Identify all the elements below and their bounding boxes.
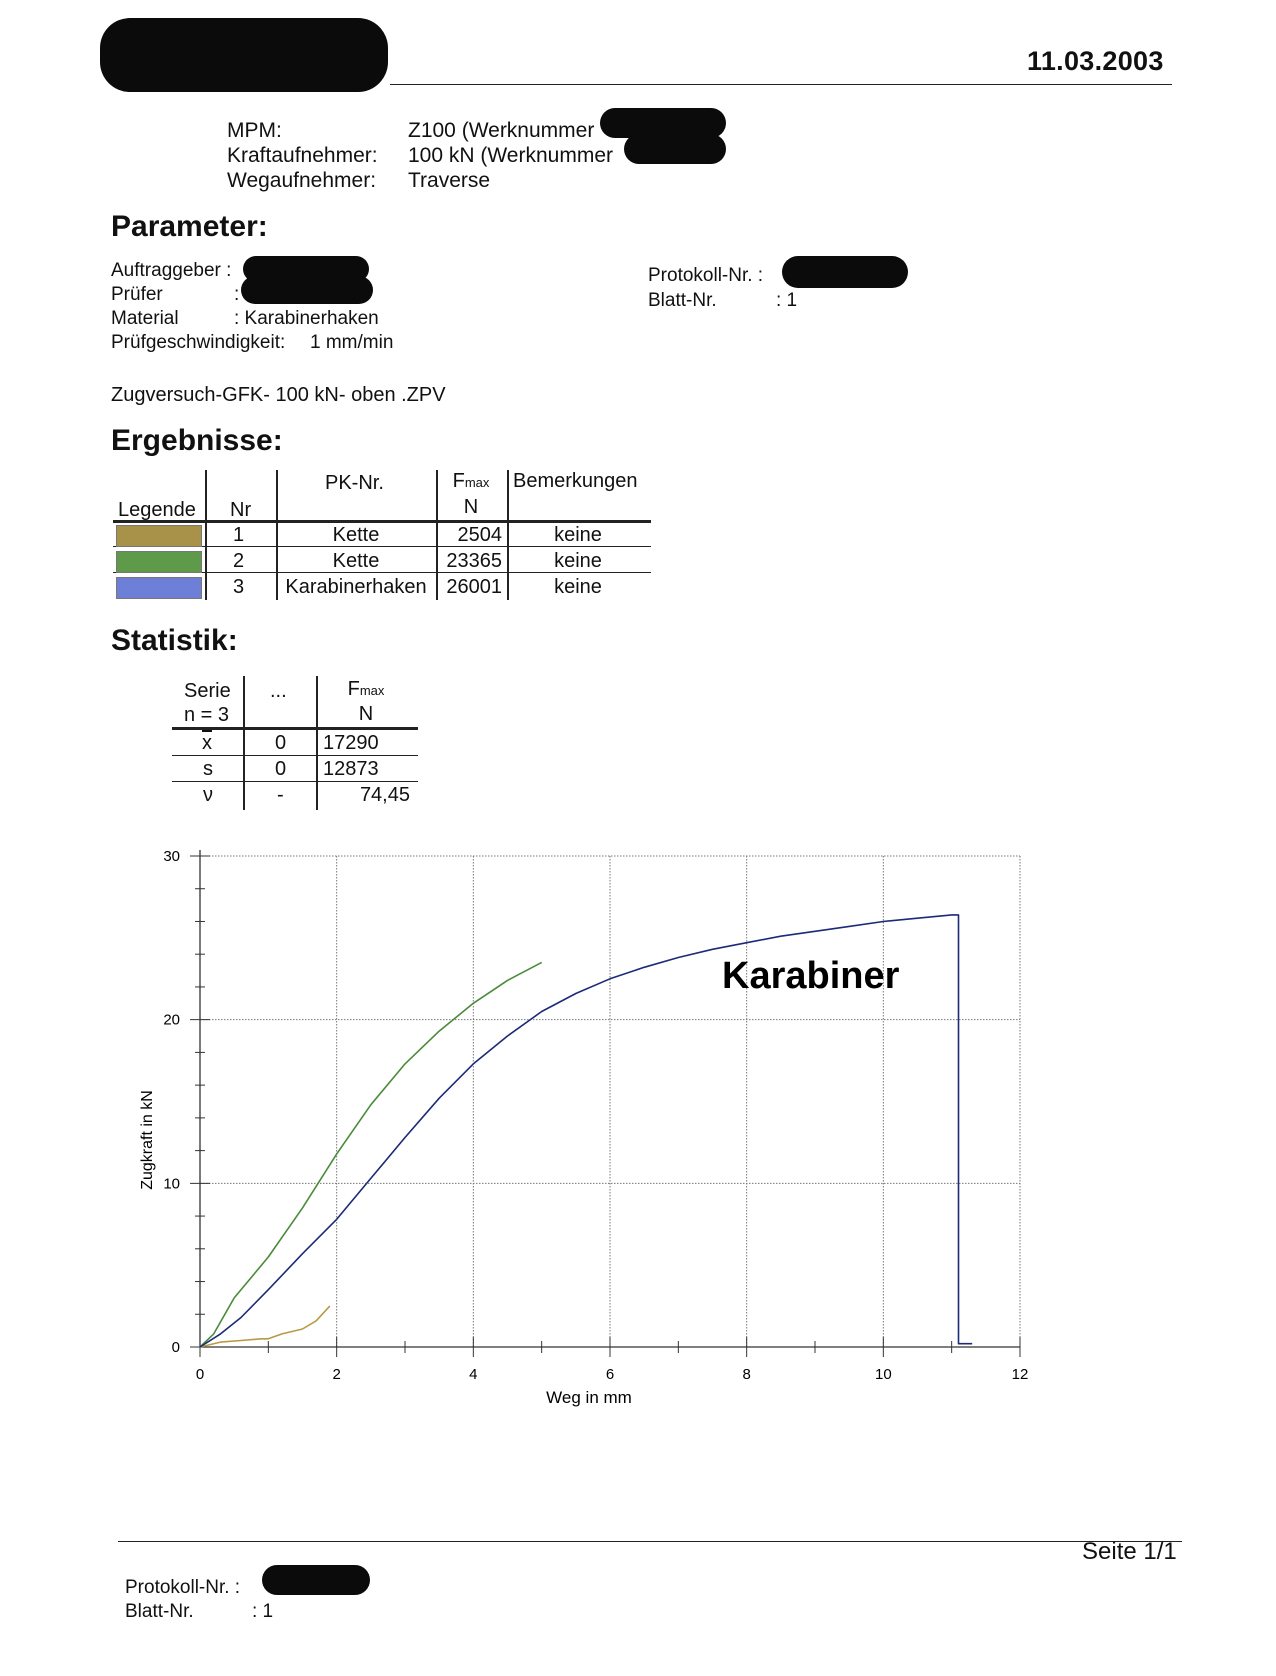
stats-row-cv-col2: - <box>277 784 284 806</box>
value-material: : Karabinerhaken <box>234 308 379 329</box>
results-vline-4 <box>507 470 509 600</box>
stats-row-cv-label: ν <box>203 784 213 806</box>
footer-redacted-protokoll-nr <box>262 1565 370 1595</box>
x-tick-label-10: 10 <box>874 1366 892 1383</box>
stats-header-serie: Serie <box>184 680 231 702</box>
results-header-fmax-symbol: F <box>452 470 465 492</box>
chart-x-axis-label: Weg in mm <box>546 1388 632 1407</box>
redacted-pruefer <box>241 276 373 304</box>
label-material: Material <box>111 308 179 329</box>
y-tick-label-20: 20 <box>163 1011 180 1029</box>
stats-vline-1 <box>243 676 245 810</box>
results-header-fmax-sub: max <box>464 475 490 490</box>
results-row-2-fmax: 23365 <box>446 550 502 572</box>
results-row-3-bem: keine <box>554 576 602 598</box>
legend-swatch-2 <box>116 551 202 573</box>
stats-row-sd-label: s <box>203 758 213 780</box>
device-labels <box>227 118 378 193</box>
x-tick-label-8: 8 <box>742 1366 751 1383</box>
results-header-pk: PK-Nr. <box>325 472 384 494</box>
stats-header-fmax-sub: max <box>359 683 385 698</box>
series-line-1 <box>200 1306 330 1347</box>
y-tick-label-10: 10 <box>163 1175 180 1193</box>
footer-divider <box>118 1541 1182 1542</box>
stats-row-sd-col2: 0 <box>275 758 287 780</box>
legend-swatch-1 <box>116 525 202 547</box>
redacted-werknummer-2 <box>624 134 726 164</box>
results-row-3-nr: 3 <box>233 576 245 598</box>
stats-row-mean-label: $\overline{x}$ <box>202 732 212 754</box>
redacted-protokoll-nr <box>782 256 908 288</box>
x-tick-label-6: 6 <box>605 1366 615 1383</box>
stats-vline-2 <box>316 676 318 810</box>
device-label-mpm: MPM: <box>227 119 282 142</box>
results-vline-3 <box>436 470 438 600</box>
results-header-bemerkungen: Bemerkungen <box>513 470 638 492</box>
stats-header-fmax-symbol: F <box>347 678 360 700</box>
chart-grid <box>200 856 1020 1347</box>
legend-swatch-3 <box>116 577 202 599</box>
value-pruefgeschwindigkeit: 1 mm/min <box>310 332 394 353</box>
statistics-heading: Statistik: <box>111 624 238 657</box>
results-row-1-nr: 1 <box>233 524 245 546</box>
x-tick-label-4: 4 <box>469 1366 478 1383</box>
label-blatt-nr: Blatt-Nr. <box>648 290 717 311</box>
chart-annotation-karabiner: Karabiner <box>722 955 900 997</box>
stats-hline-1 <box>172 755 418 756</box>
label-protokoll-nr: Protokoll-Nr. : <box>648 265 764 286</box>
stats-header-n: n = 3 <box>184 704 230 726</box>
results-row-1-fmax: 2504 <box>457 524 502 546</box>
report-date: 11.03.2003 <box>1027 46 1164 76</box>
device-value-kraftaufnehmer: 100 kN (Werknummer <box>408 144 613 167</box>
stats-row-mean-col2: 0 <box>275 732 287 754</box>
device-value-wegaufnehmer: Traverse <box>408 169 491 192</box>
x-tick-label-2: 2 <box>332 1366 341 1383</box>
label-auftraggeber: Auftraggeber : <box>111 260 232 281</box>
label-pruefer: Prüfer <box>111 284 163 305</box>
value-blatt-nr: : 1 <box>776 290 798 311</box>
stats-header-dots: ... <box>270 680 287 702</box>
footer-label-protokoll-nr: Protokoll-Nr. : <box>125 1577 241 1598</box>
results-header-nr: Nr <box>230 499 252 521</box>
results-row-2-nr: 2 <box>233 550 245 572</box>
stats-header-fmax <box>322 678 410 701</box>
footer-page-number: Seite 1/1 <box>1082 1538 1177 1565</box>
stats-header-fmax-unit: N <box>358 703 374 725</box>
pruefer-separator: : <box>234 284 240 305</box>
redacted-company-block <box>100 18 388 92</box>
y-tick-label-0: 0 <box>171 1339 180 1356</box>
results-heading: Ergebnisse: <box>111 424 283 457</box>
results-row-1-pk: Kette <box>332 524 380 546</box>
footer-label-blatt-nr: Blatt-Nr. <box>125 1601 194 1622</box>
results-row-2-pk: Kette <box>332 550 380 572</box>
stats-row-mean-fmax: 17290 <box>323 732 379 754</box>
results-row-2-bem: keine <box>554 550 602 572</box>
device-label-wegaufnehmer: Wegaufnehmer: <box>227 169 377 192</box>
results-header-legende: Legende <box>118 499 196 521</box>
header-divider <box>390 84 1172 85</box>
stats-hline-2 <box>172 781 418 782</box>
stats-hline-header <box>172 727 418 730</box>
stats-row-sd-fmax: 12873 <box>323 758 379 780</box>
results-row-1-bem: keine <box>554 524 602 546</box>
results-header-fmax-unit: N <box>463 496 479 518</box>
device-values <box>408 118 613 193</box>
chart-axes <box>163 848 1028 1383</box>
force-displacement-chart <box>0 840 1276 1440</box>
x-tick-label-0: 0 <box>195 1366 205 1383</box>
test-filename: Zugversuch-GFK- 100 kN- oben .ZPV <box>111 384 446 406</box>
results-vline-2 <box>276 470 278 600</box>
results-header-fmax <box>440 470 502 493</box>
parameter-heading: Parameter: <box>111 210 268 243</box>
chart-y-axis-label: Zugkraft in kN <box>139 1090 156 1190</box>
label-pruefgeschwindigkeit: Prüfgeschwindigkeit: <box>111 332 286 353</box>
device-value-mpm: Z100 (Werknummer <box>408 119 595 142</box>
x-tick-label-12: 12 <box>1011 1366 1029 1383</box>
device-label-kraftaufnehmer: Kraftaufnehmer: <box>227 144 378 167</box>
stats-row-cv-fmax: 74,45 <box>359 784 410 806</box>
y-tick-label-30: 30 <box>163 848 180 865</box>
results-row-3-pk: Karabinerhaken <box>285 576 427 598</box>
footer-value-blatt-nr: : 1 <box>252 1601 274 1622</box>
results-vline-1 <box>205 470 207 600</box>
results-row-3-fmax: 26001 <box>446 576 502 598</box>
